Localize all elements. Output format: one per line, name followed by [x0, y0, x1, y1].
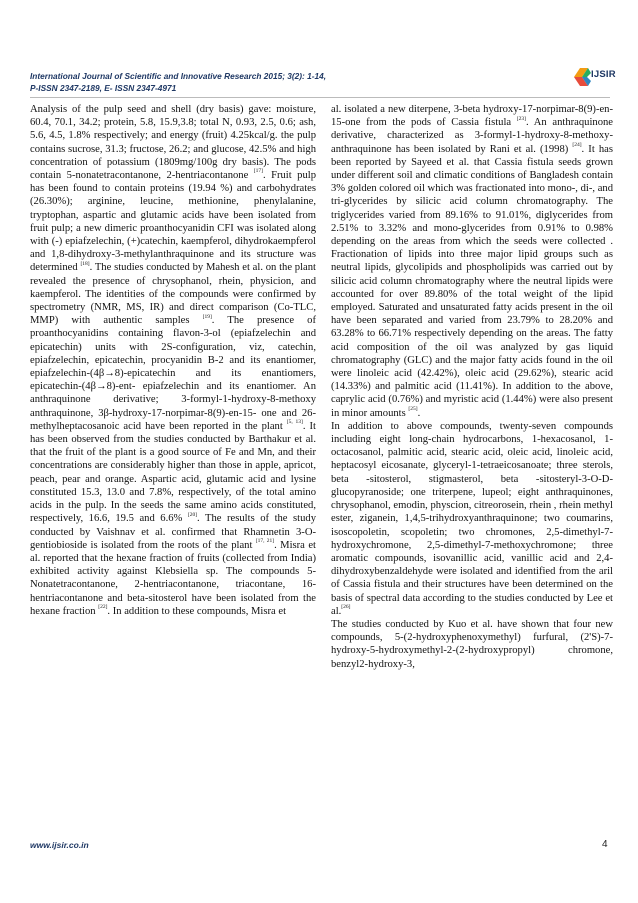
paragraph — [331, 103, 613, 420]
text-run: . The presence of proanthocyanidins containing flavon-3-ol (epiafzelechin and epicatechin) units with 2S-configuration, viz, catechin, epiafzelechin, epicatechin, procyanidin B-2 and its enantiomer, epiafzelechin-(4β→8)-epicatechin and its enantiomers, epicatechin-(4β→8)-ent- epiafzelechin and its enantiomer. An anthraquinone derivative; 3-formyl-1-hydroxy-8-methoxy anthraquinone, 3β-hydroxy-17-norpimar-8(9)-en-15- one and 26-methylheptacosanoic acid have been reported in the plant — [30, 315, 316, 432]
text-run: . The results of the study conducted by Vaishnav et al. confirmed that Rhamnetin 3-O-gentiobioside is isolated from the roots of the plant — [30, 513, 316, 551]
citation: [24] — [572, 142, 582, 149]
citation: [20] — [187, 511, 198, 518]
journal-header — [30, 70, 510, 94]
citation: [22] — [98, 604, 108, 611]
text-run: . In addition to these compounds, Misra et — [107, 605, 287, 617]
paragraph — [331, 618, 613, 671]
journal-citation: International Journal of Scientific and Innovative Research 2015; 3(2): 1-14, — [30, 71, 327, 81]
text-run: al. isolated a new diterpene, 3-beta hydroxy-17-norpimar-8(9)-en-15-one from the pods of Cassia fistula — [331, 104, 613, 129]
page-number: 4 — [602, 839, 608, 850]
text-run: . The studies conducted by Mahesh et al. on the plant revealed the presence of chrysophanol, rhein, physicion, and kaempferol. The identities of the compounds were confirmed by spectrometry (NMR, MS, IR) and direct comparison (Co-TLC, MMP) with authentic samples — [30, 262, 316, 327]
paragraph — [331, 420, 613, 618]
paragraph — [30, 103, 316, 618]
text-run: Analysis of the pulp seed and shell (dry basis) gave: moisture, 60.4, 70.1, 34.2; protein, 5.8, 15.9,3.8; total N, 0.93, 2.5, 0.6; ash, 5.6, 4.5, 1.8% respectively; and energy (fruit) 4.25kcal/g. the pulp contains sucrose, 31.3; fructose, 26.2; and glucose, 42.5% and high concentration of potassium (1809mg/100g dry basis). The pods contain 5-nonatetracontanone, 2-hentriacontanone — [30, 104, 316, 182]
text-run: . An anthraquinone derivative, characterized as 3-formyl-1-hydroxy-8-methoxy-anthraquinone has been isolated by Rani et al. (1998) — [331, 117, 613, 155]
journal-issn: P-ISSN 2347-2189, E- ISSN 2347-4971 — [30, 83, 177, 93]
text-run: . It has been reported by Sayeed et al. that Cassia fistula seeds grown under different soil and climatic conditions of Bangladesh contain 3% golden colored oil which was fractionated into mono-, di-, and tri-glycerides by silicic acid column chromatography. The triglycerides varied from 89.16% to 91.01%, diglycerides from 2.51% to 3.32% and mono-glycerides from 0.91% to 0.98% depending on the areas from which the seeds were collected . Fractionation of lipids into three major lipid groups such as neutral lipids, glycolipids and phospholipids was carried out by silicic acid column chromatography where the neutral lipids were accounted for over 89.80% of the total weight of the lipid employed. Saturated and unsaturated fatty acids present in the oil have been separated and varied from 23.79% to 28.20% and 63.28% to 66.71% respectively depending on the areas. The fatty acid composition of the oil was analyzed by gas liquid chromatography (GLC) and the major fatty acids found in the oil were linoleic acid (42.42%), oleic acid (29.62%), stearic acid (14.33%) and palmitic acid (11.41%). In addition to the above, caprylic acid (0.76%) and myristic acid (1.44%) were also present in minor amounts — [331, 143, 613, 419]
text-run: The studies conducted by Kuo et al. have shown that four new compounds, 5-(2-hydroxyphenoxymethyl) furfural, (2'S)-7-hydroxy-5-hydroxymethyl-2-(2-hydroxypropyl) chromone, benzyl2-hydroxy-3, — [331, 618, 613, 670]
left-column — [30, 103, 316, 618]
text-run: In addition to above compounds, twenty-seven compounds including eight long-chain hydrocarbons, 1-hexacosanol, 1-octacosanol, palmitic acid, stearic acid, oleic acid, linoleic acid, heptacosyl eicosanate, glyceryl-1-tetraeicosanoate; three sterols, beta -sitosterol, stigmasterol, beta -sitosteryl-3-O-D-glucopyranoside; one triterpene, lupeol; eight anthraquinones, chrysophanol, emodin, physcion, citreorosein, rhein , rhein methyl ester, ziganein, 1,4,5-trihydroxyanthraquinone; two coumarins, isoscopoletin, scopoletin; two chromones, 2,5-dimethyl-7-hydroxychromone, 2,5-dimethyl-7-methoxychromone; three aromatic compounds, isovanillic acid, vanillic acid and 2,4-dihydroxybenzaldehyde were isolated and identified from the aril of Cassia fistula and their structures have been determined on the basis of spectral data according to the studies conducted by Lee et al. — [331, 420, 613, 617]
citation: [25] — [408, 406, 418, 413]
text-run: . Misra et al. reported that the hexane fraction of fruits (collected from India) exhibited activity against Klebsiella sp. The compounds 5-Nonatetracontanone, 2-hentriacontanone, triacontane, 16-hentriacontanone and beta-sitosterol have been isolated from the hexane fraction — [30, 539, 316, 617]
citation: [26] — [341, 604, 351, 611]
citation: [17] — [253, 168, 263, 175]
text-run: . It has been observed from the studies conducted by Barthakur et al. that the fruit of the plant is a good source of Fe and Mn, and their concentrations are considerably higher than those in apple, apricot, peach, pear and orange. Aspartic acid, glutamic acid and lysine constituted 15.3, 13.0 and 7.8%, respectively, of the total amino acids in the pulp. In the seeds the same amino acids constituted, respectively, 16.6, 19.5 and 6.6% — [30, 420, 316, 525]
right-column — [331, 103, 613, 671]
citation: [18] — [80, 260, 90, 267]
citation: [17, 21] — [255, 538, 275, 545]
footer-website-link[interactable]: www.ijsir.co.in — [30, 840, 89, 850]
citation: [5, 13] — [286, 419, 303, 426]
citation: [19] — [202, 313, 212, 320]
logo-wordmark: IJSIR — [591, 69, 616, 80]
text-run: . Fruit pulp has been found to contain proteins (19.94 %) and carbohydrates (26.30%); arginine, leucine, methionine, phenylalanine, tryptophan, aspartic and glutamic acids have been isolated from fruit pulp; a new dimeric proanthocyanidin CFI was isolated along with (-) epiafzelechin, (+)catechin, kaempferol, dihydrokaempferol and 1,8-dihydroxy-3-methylanthraquinone and its structure was determined — [30, 170, 316, 274]
header-divider — [30, 97, 610, 98]
citation: [23] — [516, 115, 526, 122]
text-run: . — [417, 407, 421, 419]
